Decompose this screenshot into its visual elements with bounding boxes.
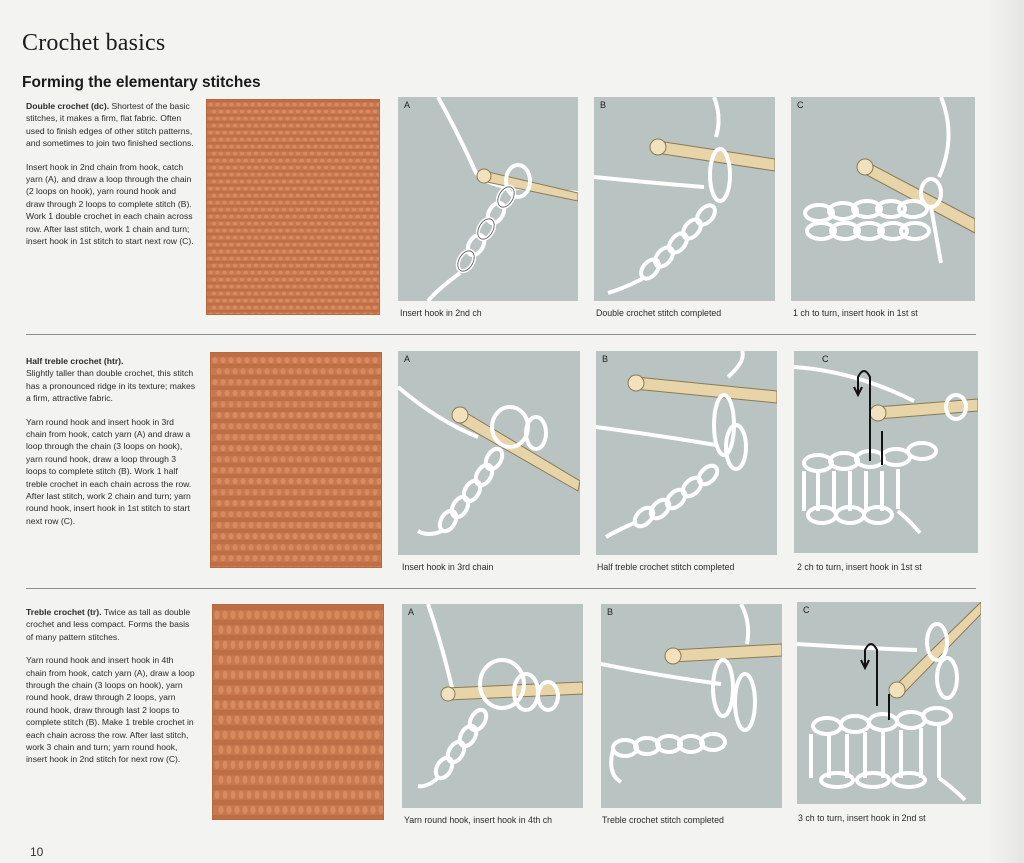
- htr-panel-b: [596, 351, 777, 555]
- page-number: 10: [30, 845, 44, 859]
- panel-letter: A: [408, 607, 415, 617]
- htr-stitch-name: Half treble crochet (htr).: [26, 356, 124, 366]
- htr-illustration-c: [794, 351, 978, 553]
- tr-fabric-swatch: [212, 604, 384, 820]
- section-divider: [26, 588, 976, 589]
- section-divider: [26, 334, 976, 335]
- page-title: Crochet basics: [22, 30, 166, 56]
- dc-panel-c: [791, 97, 975, 301]
- dc-panel-b: [594, 97, 775, 301]
- htr-caption-b: Half treble crochet stitch completed: [597, 562, 735, 572]
- htr-description: [26, 355, 196, 538]
- dc-description: [26, 100, 196, 258]
- htr-fabric-swatch: [210, 352, 382, 568]
- tr-illustration-c: [797, 602, 981, 804]
- panel-letter: A: [404, 354, 411, 364]
- htr-intro: Slightly taller than double crochet, this stitch has a pronounced ridge in its texture; makes a firm, attractive fabric.: [26, 368, 196, 404]
- tr-illustration-b: [601, 604, 782, 808]
- dc-instructions: Insert hook in 2nd chain from hook, catch yarn (A), and draw a loop through the chain (2 loops on hook), yarn round hook and draw through 2 loops to complete stitch (B). Work 1 double crochet in each chain across row. After last stitch, work 1 chain and turn; insert hook in 1st stitch to start next row (C).: [26, 161, 194, 247]
- panel-letter: C: [822, 354, 829, 364]
- panel-letter: B: [607, 607, 614, 617]
- dc-illustration-a: [398, 97, 578, 301]
- tr-description: [26, 606, 196, 777]
- tr-panel-a: [402, 604, 583, 808]
- tr-intro: Twice as tall as double crochet and less compact. Forms the basis of many pattern stitches.: [26, 607, 191, 642]
- htr-panel-c: [794, 351, 978, 553]
- panel-letter: C: [803, 605, 810, 615]
- tr-caption-b: Treble crochet stitch completed: [602, 815, 724, 825]
- panel-letter: A: [404, 100, 411, 110]
- tr-panel-c: [797, 602, 981, 804]
- panel-letter: B: [602, 354, 609, 364]
- htr-panel-a: [398, 351, 580, 555]
- dc-caption-a: Insert hook in 2nd ch: [400, 308, 482, 318]
- dc-stitch-name: Double crochet (dc).: [26, 101, 110, 111]
- htr-instructions: Yarn round hook and insert hook in 3rd chain from hook, catch yarn (A) and draw a loop through the chain (3 loops on hook), yarn round hook, draw a loop through 3 loops to complete stitch (B). Work 1 half treble crochet in each chain across the row. After last stitch, work 2 chain and turn; yarn round hook, insert hook in 1st stitch to start next row (C).: [26, 416, 192, 526]
- panel-letter: C: [797, 100, 804, 110]
- panel-letter: B: [600, 100, 607, 110]
- book-gutter-shadow: [986, 0, 1024, 863]
- dc-caption-b: Double crochet stitch completed: [596, 308, 722, 318]
- tr-illustration-a: [402, 604, 583, 808]
- dc-caption-c: 1 ch to turn, insert hook in 1st st: [793, 308, 918, 318]
- section-heading: Forming the elementary stitches: [22, 74, 261, 91]
- tr-caption-a: Yarn round hook, insert hook in 4th ch: [404, 815, 553, 825]
- dc-illustration-c: [791, 97, 975, 301]
- tr-instructions: Yarn round hook and insert hook in 4th chain from hook, catch yarn (A), draw a loop through the chain (3 loops on hook), yarn round hook, draw through 2 loops, yarn round hook, draw through last 2 loops to complete stitch (B). Make 1 treble crochet in each chain across the row. After last stitch, work 3 chain and turn; yarn round hook, insert hook in 2nd stitch for next row (C).: [26, 655, 195, 765]
- htr-caption-c: 2 ch to turn, insert hook in 1st st: [797, 562, 922, 572]
- tr-caption-c: 3 ch to turn, insert hook in 2nd st: [798, 813, 926, 823]
- dc-panel-a: [398, 97, 578, 301]
- tr-panel-b: [601, 604, 782, 808]
- dc-illustration-b: [594, 97, 775, 301]
- dc-intro: Shortest of the basic stitches, it makes a firm, flat fabric. Often used to finish edges of other stitch patterns, and sometimes to join two finished sections.: [26, 101, 194, 149]
- htr-illustration-b: [596, 351, 777, 555]
- dc-fabric-swatch: [206, 99, 380, 315]
- tr-stitch-name: Treble crochet (tr).: [26, 607, 102, 617]
- htr-caption-a: Insert hook in 3rd chain: [402, 562, 494, 572]
- htr-illustration-a: [398, 351, 580, 555]
